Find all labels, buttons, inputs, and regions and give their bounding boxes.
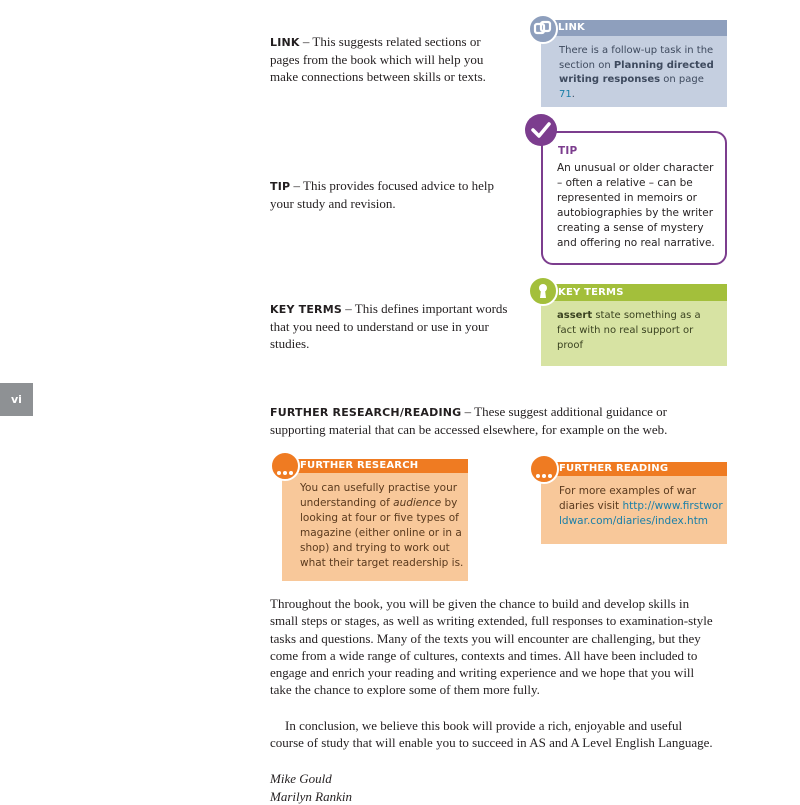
link-box-text-2: on page	[660, 74, 704, 85]
further-reading-url[interactable]: http://www.firstworldwar.com/diaries/index.htm	[559, 500, 723, 527]
body-paragraph-1: Throughout the book, you will be given the chance to build and develop skills in small steps or stages, as well as writing extended, full responses to examination-style tasks and questions. Many of the texts you will encounter are challenging, but they come from a wide range of cultures, contexts and times. All have been included to engage and enrich your reading and writing experience and we hope that you will take the chance to explore some of them more fully.	[270, 596, 713, 698]
keyhole-icon	[528, 276, 558, 306]
further-desc-text: – These suggest additional guidance or supporting material that can be accessed elsewhere, for example on the web.	[270, 404, 668, 437]
further-research-text-1: You can usefully practise your understanding of	[300, 482, 458, 509]
key-terms-desc-text: – This defines important words that you need to understand or use in your studies.	[270, 301, 508, 351]
link-box-title: LINK	[558, 22, 586, 33]
checkmark-icon	[525, 114, 557, 146]
further-label: FURTHER RESEARCH/READING	[270, 406, 462, 419]
ellipsis-icon	[270, 451, 300, 481]
key-terms-box-text	[557, 308, 717, 353]
tip-box-text: An unusual or older character – often a relative – can be represented in memoirs or autobiographies by the writer creating a sense of mystery and offering no real narrative.	[557, 162, 715, 249]
key-terms-description	[270, 300, 515, 352]
tip-label: TIP	[270, 180, 291, 193]
link-box-text-bold: Planning directed writing responses	[559, 59, 714, 85]
link-desc-text: – This suggests related sections or pages from the book which will help you make connections between skills or texts.	[270, 34, 486, 84]
further-research-text-2: by looking at four or five types of magazine (either online or in a shop) and trying to work out what their target readership is.	[300, 497, 464, 569]
key-terms-box-title: KEY TERMS	[558, 287, 624, 298]
body-paragraph-2: In conclusion, we believe this book will provide a rich, enjoyable and useful course of study that will enable you to succeed in AS and A Level English Language.	[270, 718, 713, 751]
further-reading-text-1: For more examples of war diaries visit	[559, 485, 697, 512]
link-page-ref[interactable]: 71	[559, 88, 572, 100]
further-research-title: FURTHER RESEARCH	[300, 460, 419, 471]
link-box-text-1: There is a follow-up task in the section on	[559, 45, 714, 71]
key-term-definition: state something as a fact with no real support or proof	[557, 310, 701, 351]
further-research-text	[300, 481, 464, 571]
link-box-text-3: .	[571, 88, 575, 100]
further-reading-text	[559, 484, 723, 529]
further-description	[270, 403, 700, 438]
tip-desc-text: – This provides focused advice to help your study and revision.	[270, 178, 495, 211]
further-research-text-em: audience	[393, 497, 442, 509]
key-terms-label: KEY TERMS	[270, 303, 342, 316]
further-reading-title: FURTHER READING	[559, 463, 669, 474]
link-box-text	[559, 44, 719, 102]
author-name-1: Mike Gould	[270, 771, 332, 786]
ellipsis-icon	[529, 454, 559, 484]
link-description	[270, 33, 510, 85]
page-number-tab: vi	[0, 383, 33, 416]
tip-description	[270, 177, 510, 212]
author-name-2: Marilyn Rankin	[270, 789, 352, 804]
tip-box-title: TIP	[558, 145, 578, 157]
link-label: LINK	[270, 36, 300, 49]
link-icon	[528, 14, 558, 44]
key-term: assert	[557, 310, 593, 321]
